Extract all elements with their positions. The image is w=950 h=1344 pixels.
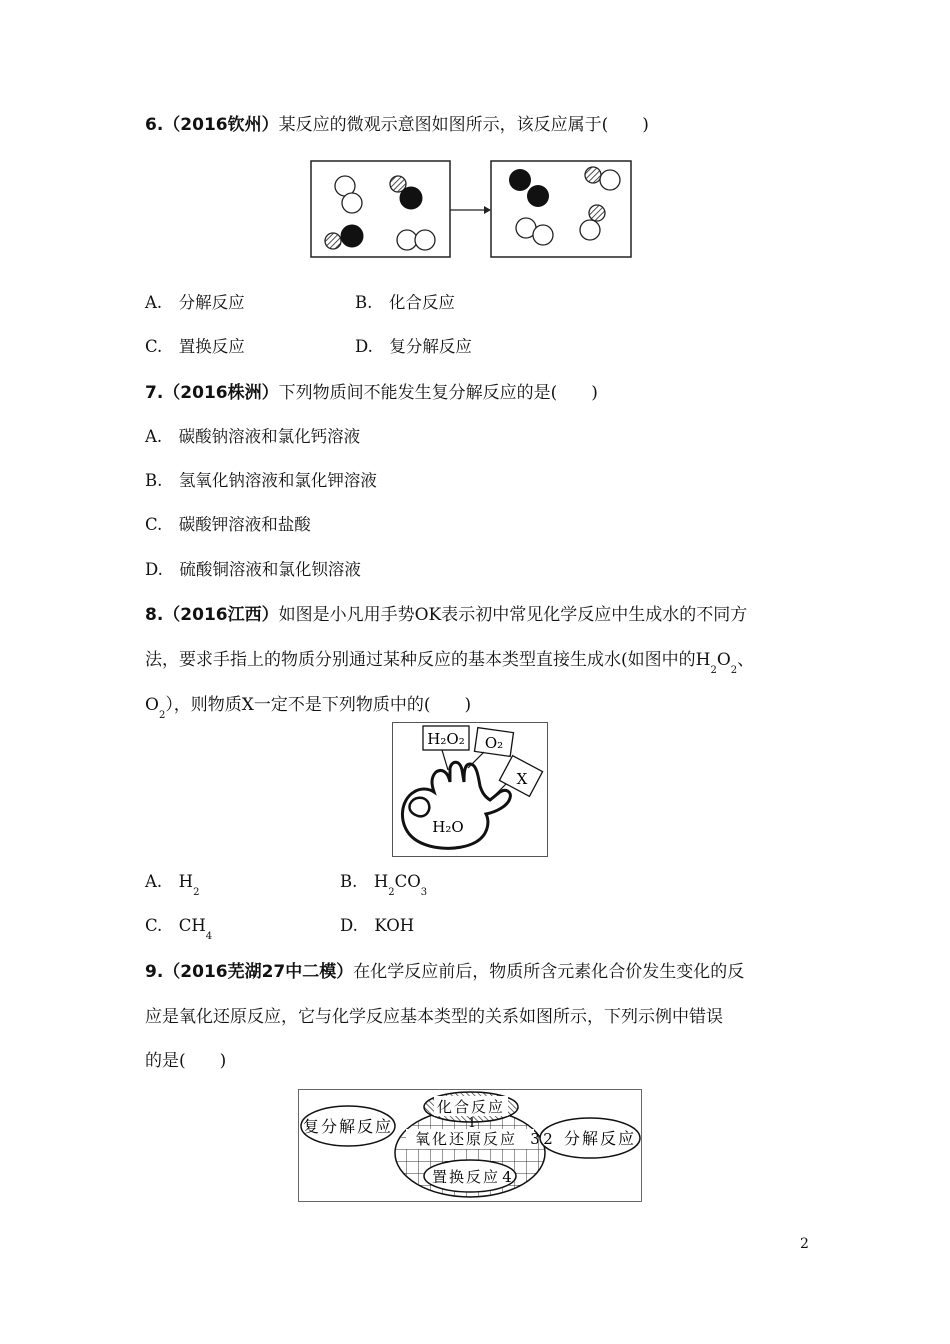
q8-text-line3b: ），则物质X一定不是下列物质中的( ) <box>165 695 472 715</box>
q7-number: 7.（2016株洲） <box>145 383 279 403</box>
q8-option-a <box>145 868 200 898</box>
q8-text-line2a: 法，要求手指上的物质分别通过某种反应的基本类型直接生成水(如图中的H <box>145 650 711 670</box>
q8-hand-diagram <box>392 722 548 857</box>
q8-text-line1: 如图是小凡用手势OK表示初中常见化学反应中生成水的不同方 <box>278 605 748 625</box>
q6-stem <box>145 110 649 135</box>
q8-option-b-text2: CO <box>394 872 421 891</box>
x-label: X <box>516 770 528 788</box>
q8-option-c <box>145 912 213 942</box>
q6-option-b: B. 化合反应 <box>355 293 455 312</box>
q7-stem <box>145 378 598 403</box>
q7-option-c: C. 碳酸钾溶液和盐酸 <box>145 515 311 534</box>
q8-number: 8.（2016江西） <box>145 605 279 625</box>
combination-label: 化合反应 <box>436 1098 506 1116</box>
q6-number: 6.（2016钦州） <box>145 115 279 135</box>
subscript: 3 <box>420 887 428 898</box>
q8-text-line2c: 、 <box>737 650 755 670</box>
q6-option-c: C. 置换反应 <box>145 337 245 356</box>
subscript: 2 <box>158 710 166 721</box>
subscript: 2 <box>730 665 738 676</box>
q8-option-a-text: A. H <box>145 872 194 891</box>
q9-stem-line1 <box>145 957 744 982</box>
region-4-label: 4 <box>502 1168 512 1186</box>
double-displacement-label: 复分解反应 <box>302 1117 394 1136</box>
region-1-label: 1 <box>467 1116 477 1131</box>
subscript: 2 <box>193 887 200 898</box>
water-label: H₂O <box>432 818 464 836</box>
q7-text: 下列物质间不能发生复分解反应的是( ) <box>278 383 598 403</box>
q7-option-a: A. 碳酸钠溶液和氯化钙溶液 <box>145 427 361 446</box>
q7-option-d: D. 硫酸铜溶液和氯化钡溶液 <box>145 560 361 579</box>
q8-text-line3a: O <box>145 695 159 715</box>
q8-option-d: D. KOH <box>340 916 415 935</box>
q6-option-d: D. 复分解反应 <box>355 337 472 356</box>
page-number: 2 <box>800 1236 809 1252</box>
replacement-label: 置换反应 <box>431 1168 501 1186</box>
q6-option-a: A. 分解反应 <box>145 293 245 312</box>
o2-label: O₂ <box>484 734 504 752</box>
subscript: 2 <box>710 665 717 676</box>
region-3-label: 3 <box>530 1130 540 1148</box>
q9-stem-line2: 应是氧化还原反应，它与化学反应基本类型的关系如图所示，下列示例中错误 <box>145 1007 723 1027</box>
q8-stem-line1 <box>145 600 747 625</box>
redox-label: 氧化还原反应 <box>414 1130 518 1148</box>
q6-molecule-diagram <box>310 160 632 260</box>
h2o2-label: H₂O₂ <box>427 730 465 748</box>
q9-number: 9.（2016芜湖27中二模） <box>145 962 354 982</box>
q7-option-b: B. 氢氧化钠溶液和氯化钾溶液 <box>145 471 377 490</box>
q8-stem-line3 <box>145 690 472 721</box>
q6-text: 某反应的微观示意图如图所示，该反应属于( ) <box>278 115 649 135</box>
decomposition-label: 分解反应 <box>563 1129 637 1148</box>
q8-text-line2b: O <box>716 650 731 670</box>
q9-text-line1: 在化学反应前后，物质所含元素化合价发生变化的反 <box>353 962 745 982</box>
q9-venn-diagram <box>298 1089 642 1202</box>
q8-option-c-text: C. CH <box>145 916 206 935</box>
subscript: 4 <box>205 931 213 942</box>
subscript: 2 <box>388 887 395 898</box>
region-2-label: 2 <box>543 1130 553 1148</box>
q9-stem-line3: 的是( ) <box>145 1051 227 1071</box>
q8-option-b <box>340 868 428 898</box>
q8-stem-line2 <box>145 645 755 676</box>
q8-option-b-text: B. H <box>340 872 389 891</box>
